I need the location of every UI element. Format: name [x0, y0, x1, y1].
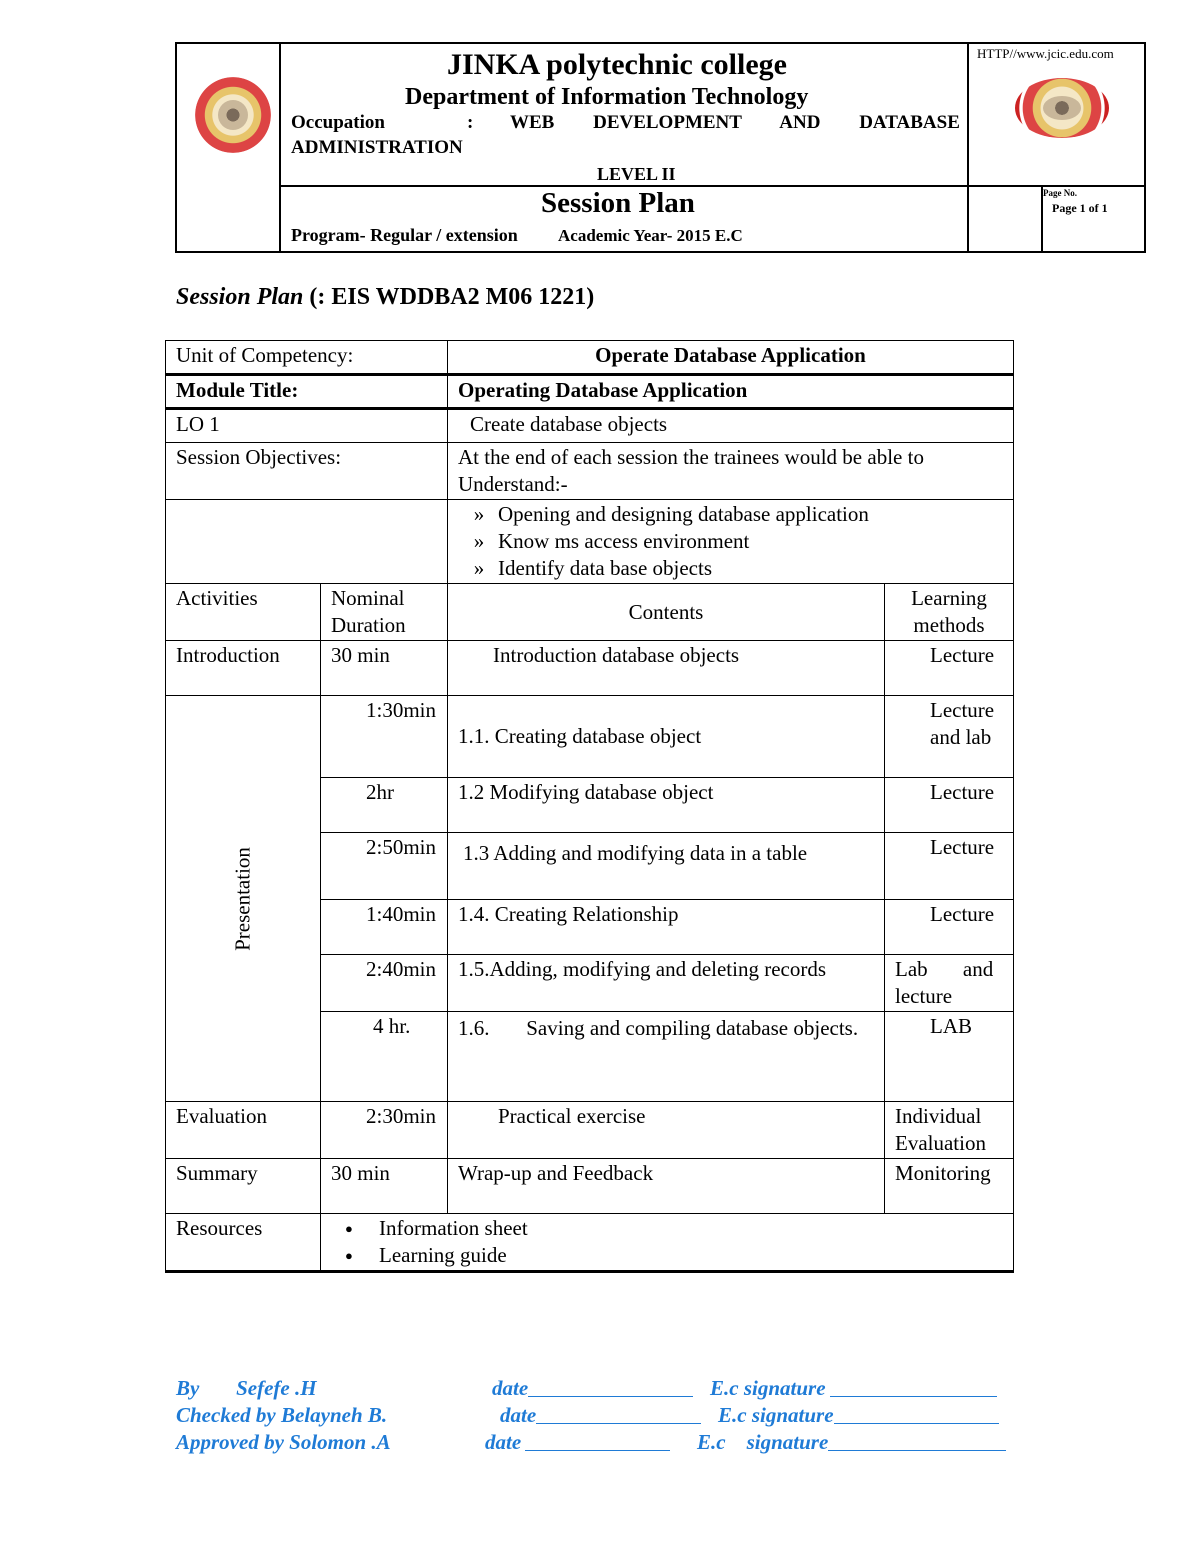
level: LEVEL II: [597, 164, 676, 184]
approved-signature: E.c signature: [697, 1430, 1006, 1455]
summary-duration: 30 min: [321, 1159, 448, 1214]
page-of: Page 1 of 1: [1052, 201, 1108, 215]
summary-content: Wrap-up and Feedback: [448, 1159, 885, 1214]
academic-year: Academic Year- 2015 E.C: [558, 226, 743, 245]
prepared-signature: E.c signature: [710, 1376, 997, 1401]
module-label: Module Title:: [166, 375, 448, 409]
resources-list: [331, 1215, 1003, 1269]
department-name: Department of Information Technology: [405, 84, 809, 110]
presentation-method: Lab and lecture: [885, 955, 1014, 1012]
checked-date: date: [500, 1403, 701, 1428]
module-value: Operating Database Application: [448, 375, 1014, 409]
occupation-value-line2: ADMINISTRATION: [291, 137, 463, 158]
presentation-content: 1.3 Adding and modifying data in a table: [448, 833, 885, 900]
presentation-content: 1.2 Modifying database object: [448, 778, 885, 833]
checked-signature: E.c signature: [718, 1403, 999, 1428]
presentation-method: LAB: [885, 1012, 1014, 1102]
session-plan-code-title: [176, 284, 594, 311]
college-seal-logo: [195, 77, 271, 153]
objective-item: » Identify data base objects: [498, 555, 1003, 582]
objective-item: » Know ms access environment: [498, 528, 1003, 555]
objective-item: » Opening and designing database application: [498, 501, 1003, 528]
intro-activity: Introduction: [166, 641, 321, 696]
presentation-method: Lecture: [885, 900, 1014, 955]
presentation-method: Lecture and lab: [885, 696, 1014, 778]
header-box: [175, 42, 1146, 253]
college-name: JINKA polytechnic college: [447, 48, 787, 81]
resource-item: ● Information sheet: [379, 1215, 1003, 1242]
title-italic: Session Plan: [176, 284, 304, 310]
checked-by: Checked by Belayneh B.: [176, 1403, 388, 1427]
objectives-empty: [166, 500, 448, 584]
intro-method: Lecture: [885, 641, 1014, 696]
session-plan-table: [165, 340, 1014, 1273]
presentation-duration: 1:30min: [321, 696, 448, 778]
summary-method: Monitoring: [885, 1159, 1014, 1214]
title-code: (: EIS WDDBA2 M06 1221): [303, 284, 595, 310]
lo-value: Create database objects: [448, 409, 1014, 443]
program-text: Program- Regular / extension: [291, 225, 518, 245]
resources-cell: [321, 1214, 1014, 1272]
objectives-label: Session Objectives:: [166, 443, 448, 500]
presentation-duration: 4 hr.: [321, 1012, 448, 1102]
college-url: HTTP//www.jcic.edu.com: [977, 46, 1114, 61]
evaluation-activity: Evaluation: [166, 1102, 321, 1159]
presentation-content: 1.5.Adding, modifying and deleting records: [448, 955, 885, 1012]
col-activities: Activities: [166, 584, 321, 641]
evaluation-method: Individual Evaluation: [885, 1102, 1014, 1159]
resource-item: ● Learning guide: [379, 1242, 1003, 1269]
prepared-date: date: [492, 1376, 693, 1401]
objectives-list-cell: [448, 500, 1014, 584]
approved-date: date: [485, 1430, 670, 1455]
page-no-label: Page No.: [1043, 188, 1077, 198]
unit-label: Unit of Competency:: [166, 341, 448, 375]
occupation-colon: :: [467, 112, 474, 133]
summary-activity: Summary: [166, 1159, 321, 1214]
col-duration: Nominal Duration: [321, 584, 448, 641]
presentation-duration: 2:50min: [321, 833, 448, 900]
presentation-content: 1.1. Creating database object: [448, 696, 885, 778]
intro-duration: 30 min: [321, 641, 448, 696]
college-seal-logo-right: [1015, 78, 1109, 138]
lo-label: LO 1: [166, 409, 448, 443]
approved-by: Approved by Solomon .A: [176, 1430, 391, 1454]
presentation-method: Lecture: [885, 778, 1014, 833]
occupation-value-line1: WEB DEVELOPMENT AND DATABASE: [510, 112, 960, 133]
presentation-cell: [166, 696, 321, 1102]
presentation-label: Presentation: [230, 846, 255, 951]
presentation-content: 1.6. Saving and compiling database objects.: [448, 1012, 885, 1102]
intro-content: Introduction database objects: [448, 641, 885, 696]
objectives-list: [458, 501, 1003, 582]
presentation-method: Lecture: [885, 833, 1014, 900]
objectives-intro: At the end of each session the trainees would be able to Understand:-: [448, 443, 1014, 500]
evaluation-content: Practical exercise: [448, 1102, 885, 1159]
unit-value: Operate Database Application: [448, 341, 1014, 375]
presentation-duration: 2hr: [321, 778, 448, 833]
resources-label: Resources: [166, 1214, 321, 1272]
occupation-label: Occupation: [291, 112, 385, 133]
evaluation-duration: 2:30min: [321, 1102, 448, 1159]
col-contents: Contents: [448, 584, 885, 641]
prepared-by: By Sefefe .H: [176, 1376, 317, 1400]
session-plan-heading: Session Plan: [541, 187, 695, 219]
presentation-duration: 2:40min: [321, 955, 448, 1012]
presentation-content: 1.4. Creating Relationship: [448, 900, 885, 955]
presentation-duration: 1:40min: [321, 900, 448, 955]
col-methods: Learning methods: [885, 584, 1014, 641]
